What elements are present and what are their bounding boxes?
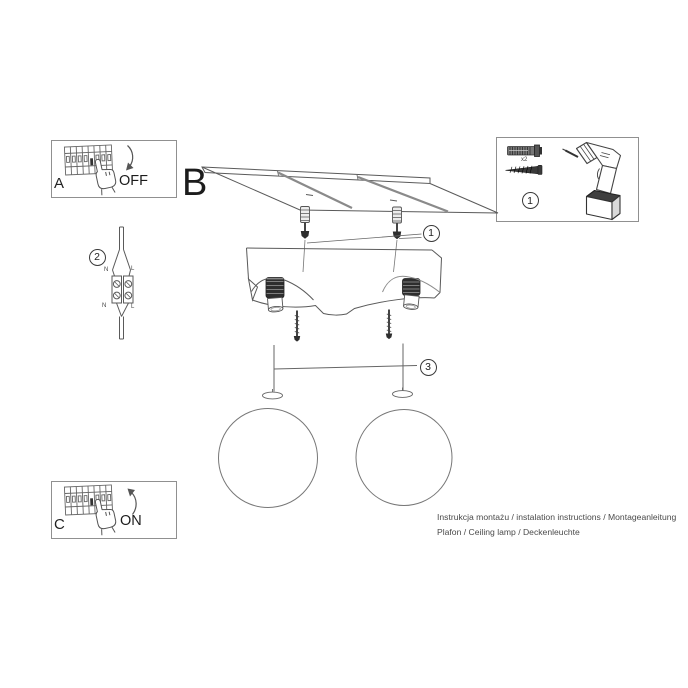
step-c-box bbox=[51, 481, 177, 539]
screw-right bbox=[386, 310, 392, 340]
canopy-fold-line bbox=[383, 276, 441, 292]
tools-box bbox=[496, 137, 639, 222]
step-3-badge: 3 bbox=[420, 359, 437, 376]
step-b-label: B bbox=[182, 162, 208, 204]
socket-right bbox=[403, 279, 421, 311]
screw-left bbox=[294, 311, 300, 342]
canopy bbox=[247, 248, 442, 315]
neutral-label-bottom: N bbox=[102, 303, 107, 309]
socket-left bbox=[266, 278, 284, 313]
leader-lines-step1 bbox=[307, 234, 422, 243]
step-a-label: A bbox=[54, 175, 65, 192]
ceiling-panel bbox=[202, 167, 498, 213]
footer-instructions-title: Instrukcja montażu / instalation instructions / Montageanleitung bbox=[437, 512, 677, 522]
globe-neck-left bbox=[263, 389, 283, 399]
step-2-badge: 2 bbox=[89, 249, 106, 266]
step-1-badge: 1 bbox=[522, 192, 539, 209]
wiring-diagram bbox=[112, 227, 133, 339]
step-c-label: C bbox=[54, 516, 65, 533]
globe-right bbox=[356, 410, 452, 506]
plug-quantity-label: x2 bbox=[521, 157, 528, 163]
globe-left bbox=[219, 409, 318, 508]
off-label: OFF bbox=[119, 173, 148, 189]
anchor-left bbox=[301, 207, 310, 273]
step-a-box bbox=[51, 140, 177, 198]
neutral-label-top: N bbox=[104, 267, 109, 273]
live-label-bottom: L bbox=[131, 304, 135, 310]
live-label-top: L bbox=[131, 266, 135, 272]
footer-product-name: Plafon / Ceiling lamp / Deckenleuchte bbox=[437, 526, 580, 537]
globe-neck-right bbox=[393, 388, 413, 398]
step-1-callout-badge: 1 bbox=[423, 225, 440, 242]
on-label: ON bbox=[120, 513, 142, 529]
globe-alignment-lines bbox=[274, 344, 417, 392]
anchor-right bbox=[393, 207, 402, 272]
